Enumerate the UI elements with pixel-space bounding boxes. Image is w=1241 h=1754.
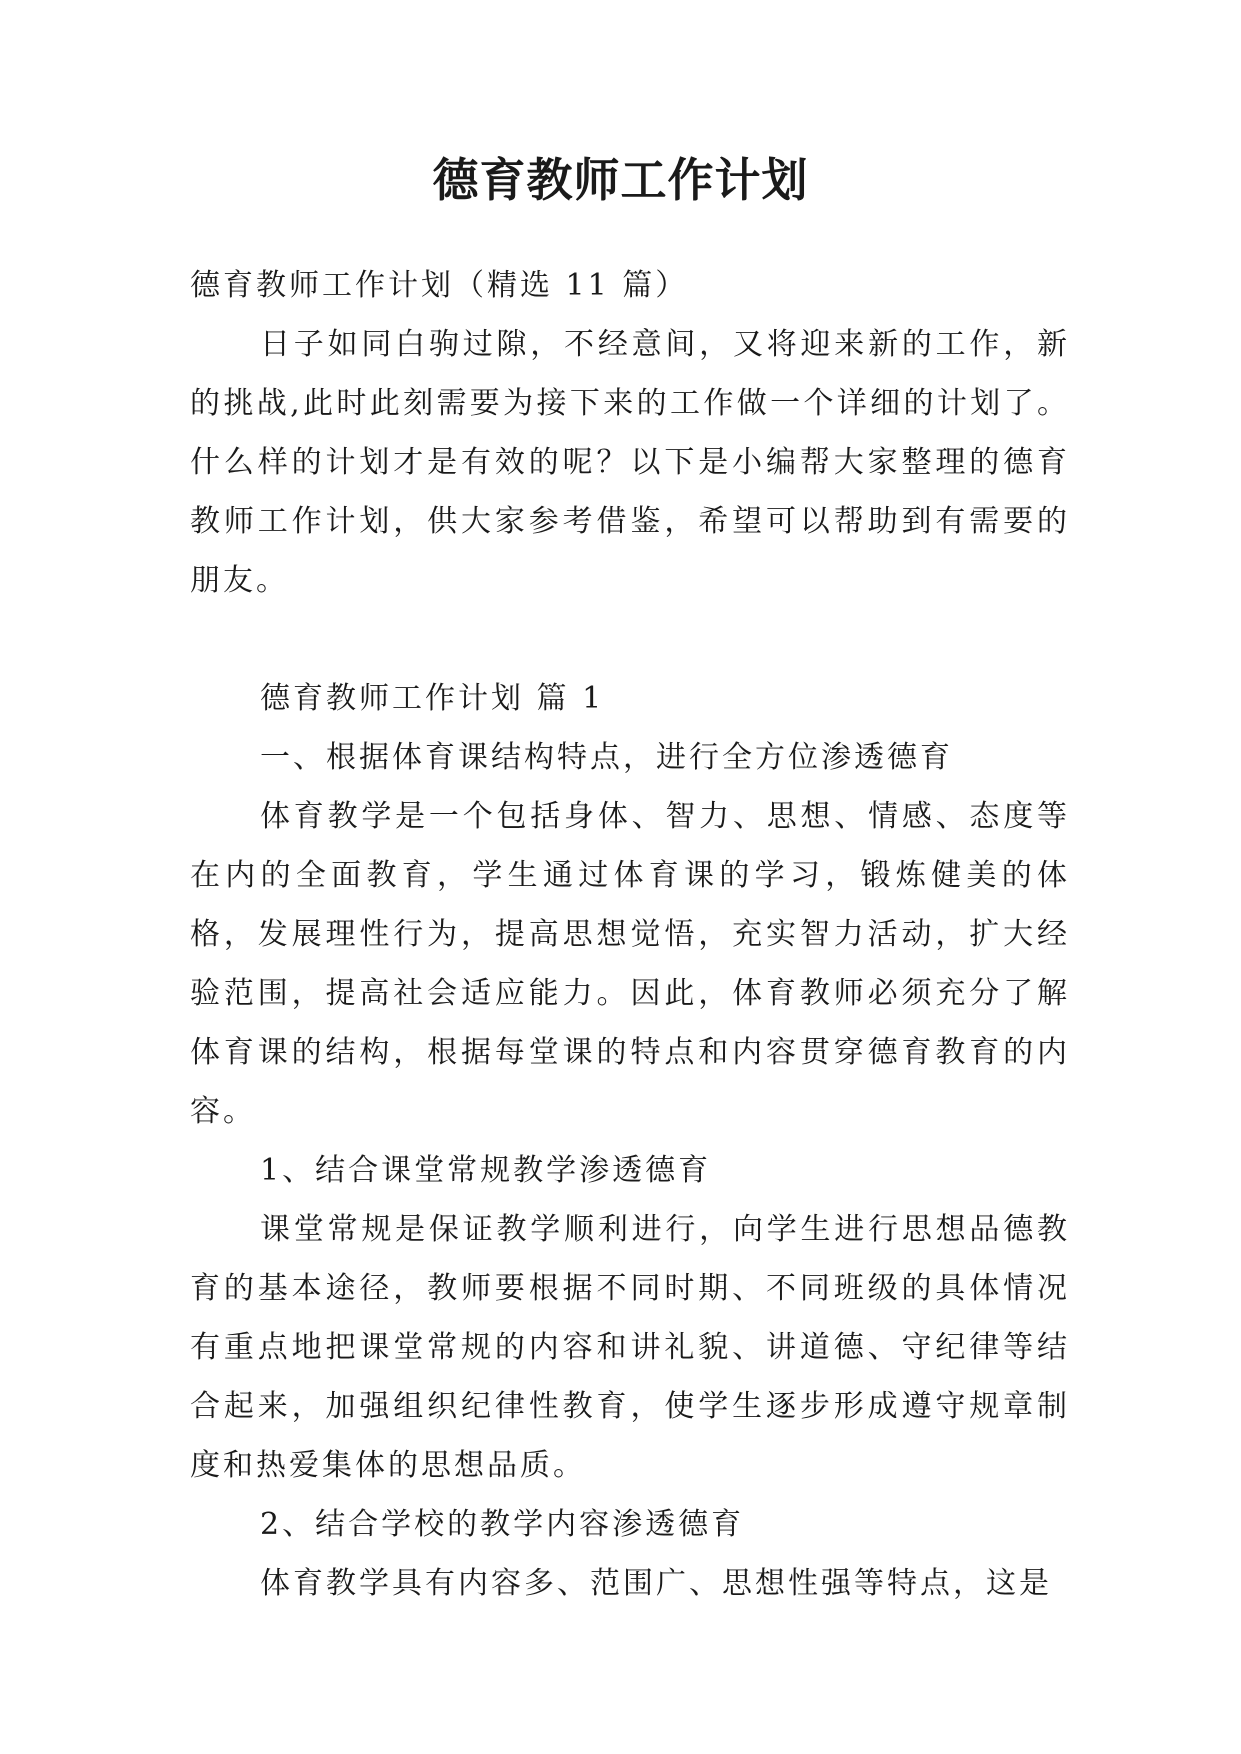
part-one-heading: 一、根据体育课结构特点，进行全方位渗透德育 xyxy=(260,740,953,775)
item-two-heading: 2、结合学校的教学内容渗透德育 xyxy=(260,1507,745,1542)
document-body xyxy=(190,256,1070,1613)
document-title: 德育教师工作计划 xyxy=(432,153,809,207)
section-heading: 德育教师工作计划 篇 1 xyxy=(260,681,605,716)
document-subtitle: 德育教师工作计划（精选 11 篇） xyxy=(190,268,689,303)
item-two-paragraph: 体育教学具有内容多、范围广、思想性强等特点，这是 xyxy=(260,1566,1052,1601)
item-one-paragraph: 课堂常规是保证教学顺利进行，向学生进行思想品德教育的基本途径，教师要根据不同时期、不同班级的具体情况有重点地把课堂常规的内容和讲礼貌、讲道德、守纪律等结合起来，加强组织纪律性教育，使学生逐步形成遵守规章制度和热爱集体的思想品质。 xyxy=(190,1212,1070,1483)
part-one-paragraph: 体育教学是一个包括身体、智力、思想、情感、态度等在内的全面教育，学生通过体育课的学习，锻炼健美的体格，发展理性行为，提高思想觉悟，充实智力活动，扩大经验范围，提高社会适应能力。因此，体育教师必须充分了解体育课的结构，根据每堂课的特点和内容贯穿德育教育的内容。 xyxy=(190,799,1070,1129)
item-one-heading: 1、结合课堂常规教学渗透德育 xyxy=(260,1153,712,1188)
paragraph-spacer xyxy=(190,610,1070,669)
intro-paragraph: 日子如同白驹过隙，不经意间，又将迎来新的工作，新的挑战,此时此刻需要为接下来的工作做一个详细的计划了。什么样的计划才是有效的呢？以下是小编帮大家整理的德育教师工作计划，供大家参考借鉴，希望可以帮助到有需要的朋友。 xyxy=(190,327,1070,598)
